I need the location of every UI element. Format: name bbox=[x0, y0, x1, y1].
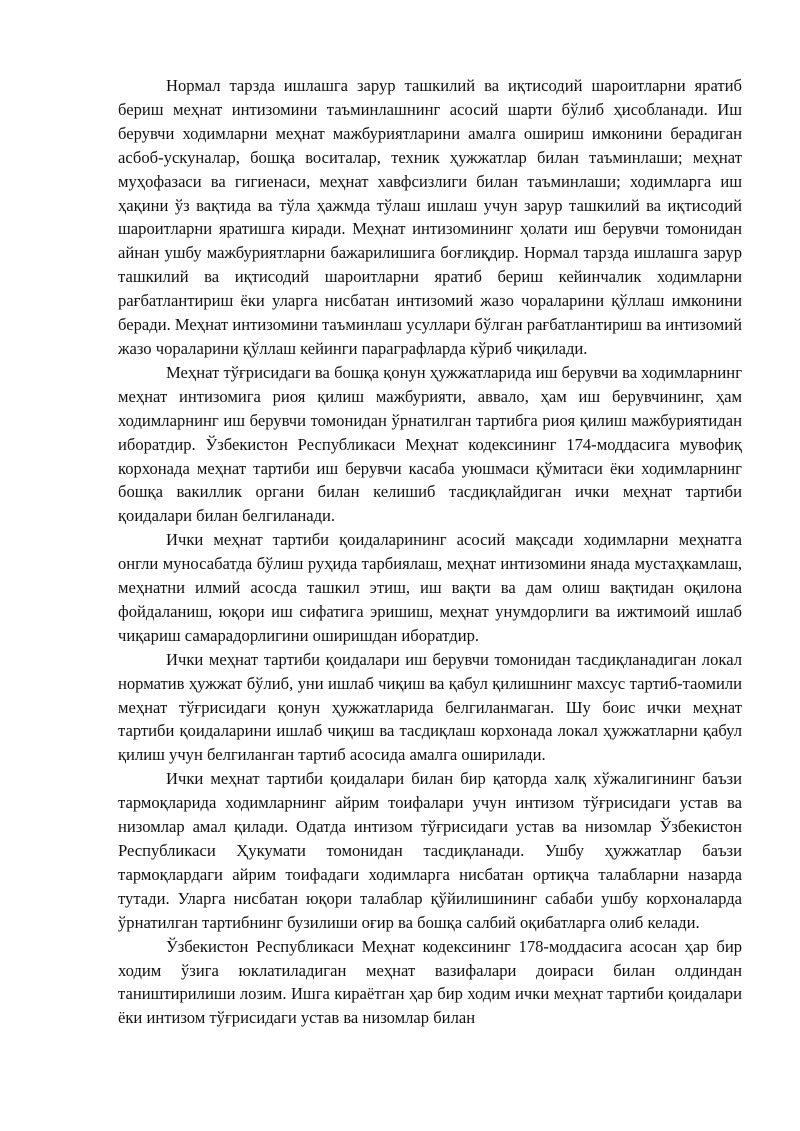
paragraph-2: Меҳнат тўғрисидаги ва бошқа қонун ҳужжатларида иш берувчи ва ходимларнинг меҳнат интизомига риоя қилиш мажбурияти, аввало, ҳам иш берувчининг, ҳам ходимларнинг иш берувчи томонидан ўрнатилган тартибга риоя қилиш мажбуриятидан иборатдир. Ўзбекистон Республикаси Меҳнат кодексининг 174-моддасига мувофиқ корхонада меҳнат тартиби иш берувчи касаба уюшмаси қўмитаси ёки ходимларнинг бошқа вакиллик органи билан келишиб тасдиқлайдиган ички меҳнат тартиби қоидалари билан белгиланади. bbox=[118, 362, 742, 526]
paragraph-4: Ички меҳнат тартиби қоидалари иш берувчи томонидан тасдиқланадиган локал норматив ҳужжат бўлиб, уни ишлаб чиқиш ва қабул қилишнинг махсус тартиб-таомили меҳнат тўғрисидаги қонун ҳужжатларида белгиланмаган. Шу боис ички меҳнат тартиби қоидаларини ишлаб чиқиш ва тасдиқлаш корхонада локал ҳужжатларни қабул қилиш учун белгиланган тартиб асосида амалга оширилади. bbox=[118, 649, 742, 765]
paragraph-3: Ички меҳнат тартиби қоидаларининг асосий мақсади ходимларни меҳнатга онгли муносабатда бўлиш руҳида тарбиялаш, меҳнат интизомини янада мустаҳкамлаш, меҳнатни илмий асосда ташкил этиш, иш вақти ва дам олиш вақтидан оқилона фойдаланиш, юқори иш сифатига эришиш, меҳнат унумдорлиги ва ижтимоий ишлаб чиқариш самарадорлигини оширишдан иборатдир. bbox=[118, 530, 742, 645]
paragraph-1: Нормал тарзда ишлашга зарур ташкилий ва иқтисодий шароитларни яратиб бериш меҳнат интизомини таъминлашнинг асосий шарти бўлиб ҳисобланади. Иш берувчи ходимларни меҳнат мажбуриятларини амалга ошириш имконини берадиган асбоб-ускуналар, бошқа воситалар, техник ҳужжатлар билан таъминлаши; меҳнат муҳофазаси ва гигиенаси, меҳнат хавфсизлиги билан таъминлаши; ходимларга иш ҳақини ўз вақтида ва тўла ҳажмда тўлаш ишлаш учун зарур ташкилий ва иқтисодий шароитларни яратишга киради. Меҳнат интизомининг ҳолати иш берувчи томонидан айнан ушбу мажбуриятларни бажарилишига боғлиқдир. Нормал тарзда ишлашга зарур ташкилий ва иқтисодий шароитларни яратиб бериш кейинчалик ходимларни рағбатлантириш ёки уларга нисбатан интизомий жазо чораларини қўллаш имконини беради. Меҳнат интизомини таъминлаш усуллари бўлган рағбатлантириш ва интизомий жазо чораларини қўллаш кейинги параграфларда кўриб чиқилади. bbox=[118, 76, 742, 358]
paragraph-5: Ички меҳнат тартиби қоидалари билан бир қаторда халқ хўжалигининг баъзи тармоқларида ходимларнинг айрим тоифалари учун интизом тўғрисидаги устав ва низомлар амал қилади. Одатда интизом тўғрисидаги устав ва низомлар Ўзбекистон Республикаси Ҳукумати томонидан тасдиқланади. Ушбу ҳужжатлар баъзи тармоқлардаги айрим тоифадаги ходимларга нисбатан ортиқча талабларни назарда тутади. Уларга нисбатан юқори талаблар қўйилишининг сабаби ушбу корхоналарда ўрнатилган тартибнинг бузилиши оғир ва бошқа салбий оқибатларга олиб келади. bbox=[118, 769, 742, 932]
paragraph-6: Ўзбекистон Республикаси Меҳнат кодексининг 178-моддасига асосан ҳар бир ходим ўзига юклатиладиган меҳнат вазифалари доираси билан олдиндан таништирилиши лозим. Ишга кираётган ҳар бир ходим ички меҳнат тартиби қоидалари ёки интизом тўғрисидаги устав ва низомлар билан bbox=[118, 936, 742, 1028]
document-body bbox=[118, 74, 742, 1030]
